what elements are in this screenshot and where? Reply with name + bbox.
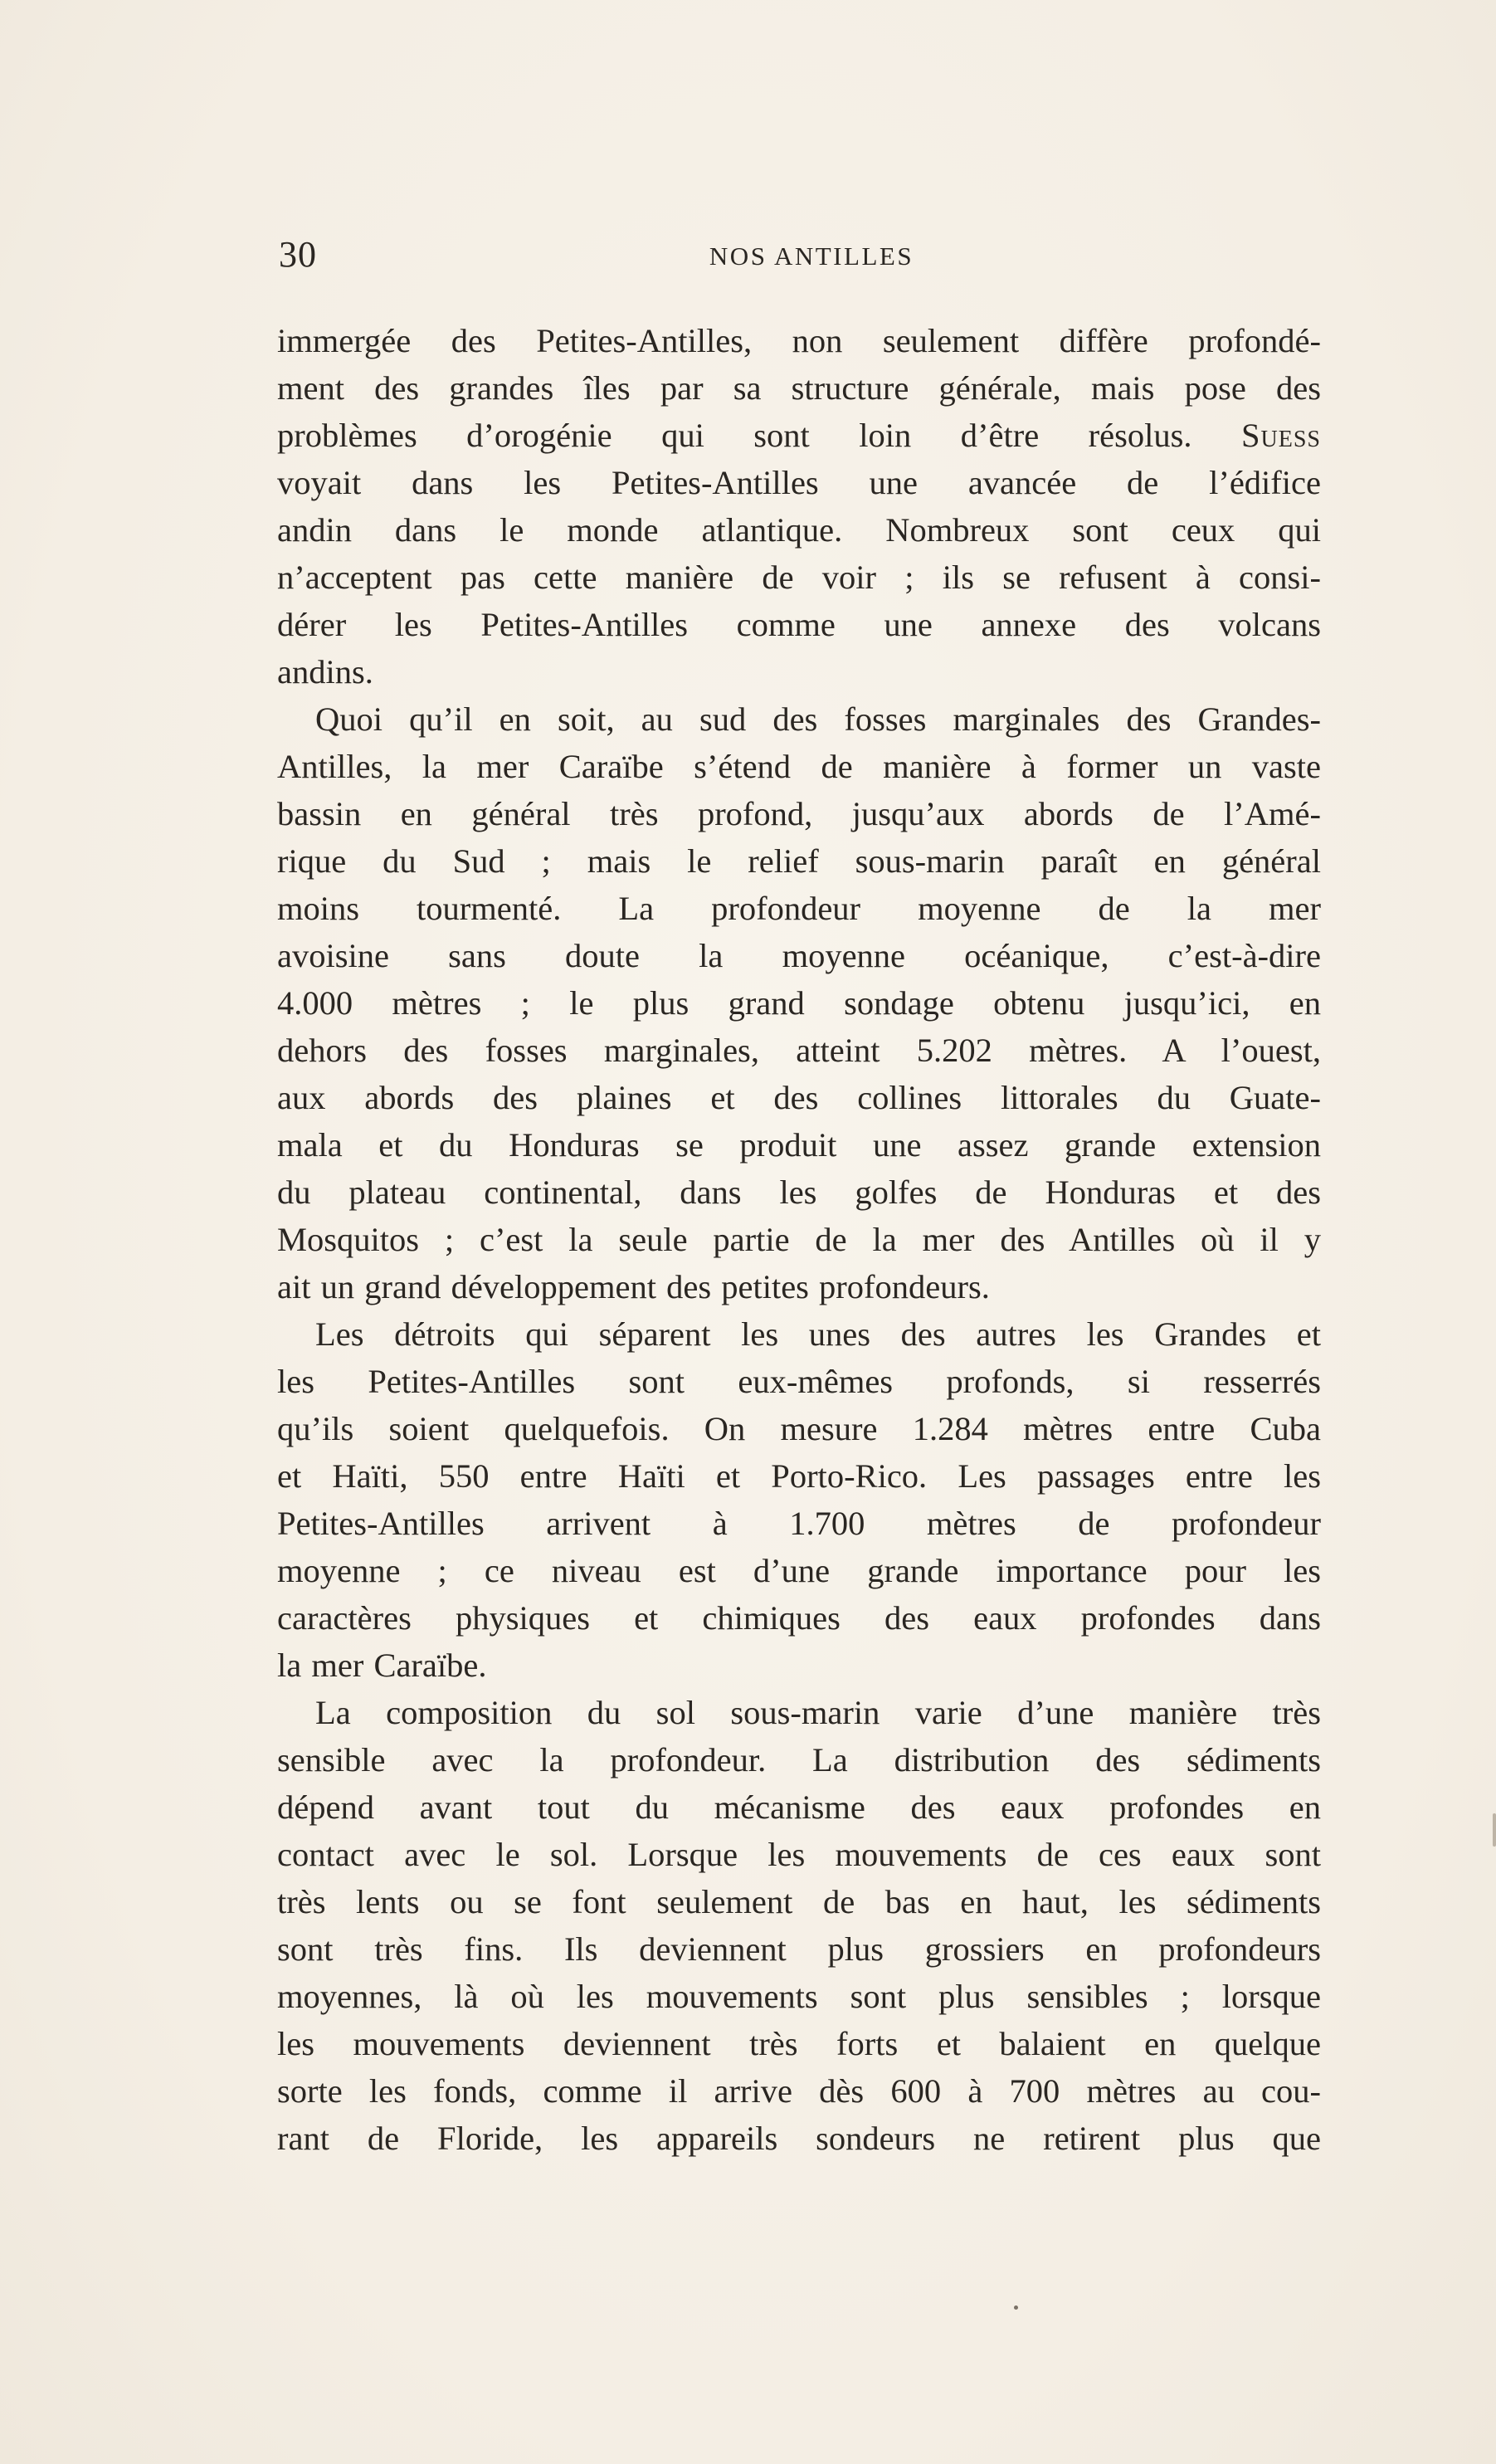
text-line: ment des grandes îles par sa structure générale, mais pose des	[277, 369, 1321, 407]
text-line: la mer Caraïbe.	[277, 1647, 487, 1684]
text-line: voyait dans les Petites-Antilles une avancée de l’édifice	[277, 464, 1321, 501]
text-line: rant de Floride, les appareils sondeurs ne retirent plus que	[277, 2120, 1321, 2157]
body-text	[277, 317, 1321, 2162]
page-header	[279, 234, 1319, 276]
text-line-segment: problèmes d’orogénie qui sont loin d’être résolus.	[277, 417, 1192, 454]
text-line: mala et du Honduras se produit une assez grande extension	[277, 1126, 1321, 1164]
paragraph-first-line: Les détroits qui séparent les unes des autres les Grandes et	[315, 1315, 1321, 1353]
text-line: caractères physiques et chimiques des eaux profondes dans	[277, 1599, 1321, 1637]
paragraph-first-line: La composition du sol sous-marin varie d’une manière très	[315, 1694, 1321, 1731]
text-line: andin dans le monde atlantique. Nombreux sont ceux qui	[277, 511, 1321, 549]
text-line: 4.000 mètres ; le plus grand sondage obtenu jusqu’ici, en	[277, 984, 1321, 1022]
text-line: rique du Sud ; mais le relief sous-marin paraît en général	[277, 842, 1321, 880]
text-line: contact avec le sol. Lorsque les mouvements de ces eaux sont	[277, 1836, 1321, 1873]
text-line: moyenne ; ce niveau est d’une grande importance pour les	[277, 1552, 1321, 1589]
text-line: Mosquitos ; c’est la seule partie de la mer des Antilles où il y	[277, 1221, 1321, 1258]
text-line: n’acceptent pas cette manière de voir ; ils se refusent à consi-	[277, 559, 1321, 596]
text-line: sensible avec la profondeur. La distribution des sédiments	[277, 1741, 1321, 1778]
text-line: andins.	[277, 653, 373, 690]
text-line: sorte les fonds, comme il arrive dès 600 à 700 mètres au cou-	[277, 2072, 1321, 2110]
text-line: moyennes, là où les mouvements sont plus sensibles ; lorsque	[277, 1978, 1321, 2015]
paper-speck	[1014, 2305, 1018, 2310]
text-line: qu’ils soient quelquefois. On mesure 1.284 mètres entre Cuba	[277, 1410, 1321, 1447]
text-line: dehors des fosses marginales, atteint 5.202 mètres. A l’ouest,	[277, 1032, 1321, 1069]
text-line: immergée des Petites-Antilles, non seulement diffère profondé-	[277, 322, 1321, 359]
text-line: les mouvements deviennent très forts et balaient en quelque	[277, 2025, 1321, 2062]
running-head: NOS ANTILLES	[709, 242, 914, 271]
text-line: et Haïti, 550 entre Haïti et Porto-Rico. Les passages entre les	[277, 1457, 1321, 1495]
text-line: dépend avant tout du mécanisme des eaux profondes en	[277, 1788, 1321, 1826]
text-line: très lents ou se font seulement de bas en haut, les sédiments	[277, 1883, 1321, 1920]
text-line: sont très fins. Ils deviennent plus grossiers en profondeurs	[277, 1930, 1321, 1968]
text-line: dérer les Petites-Antilles comme une annexe des volcans	[277, 606, 1321, 643]
text-line	[277, 412, 1321, 459]
text-line: Antilles, la mer Caraïbe s’étend de manière à former un vaste	[277, 748, 1321, 785]
text-line: Petites-Antilles arrivent à 1.700 mètres de profondeur	[277, 1505, 1321, 1542]
page-number: 30	[279, 234, 317, 275]
page-edge-mark	[1493, 1813, 1496, 1847]
text-line: aux abords des plaines et des collines littorales du Guate-	[277, 1079, 1321, 1116]
text-line: du plateau continental, dans les golfes de Honduras et des	[277, 1173, 1321, 1211]
text-line: moins tourmenté. La profondeur moyenne de la mer	[277, 890, 1321, 927]
text-line: ait un grand développement des petites profondeurs.	[277, 1268, 990, 1305]
text-line: avoisine sans doute la moyenne océanique, c’est-à-dire	[277, 937, 1321, 974]
paragraph-first-line: Quoi qu’il en soit, au sud des fosses marginales des Grandes-	[315, 700, 1321, 738]
author-name-smallcaps: Suess	[1241, 417, 1321, 454]
text-line: bassin en général très profond, jusqu’aux abords de l’Amé-	[277, 795, 1321, 832]
text-line: les Petites-Antilles sont eux-mêmes profonds, si resserrés	[277, 1363, 1321, 1400]
